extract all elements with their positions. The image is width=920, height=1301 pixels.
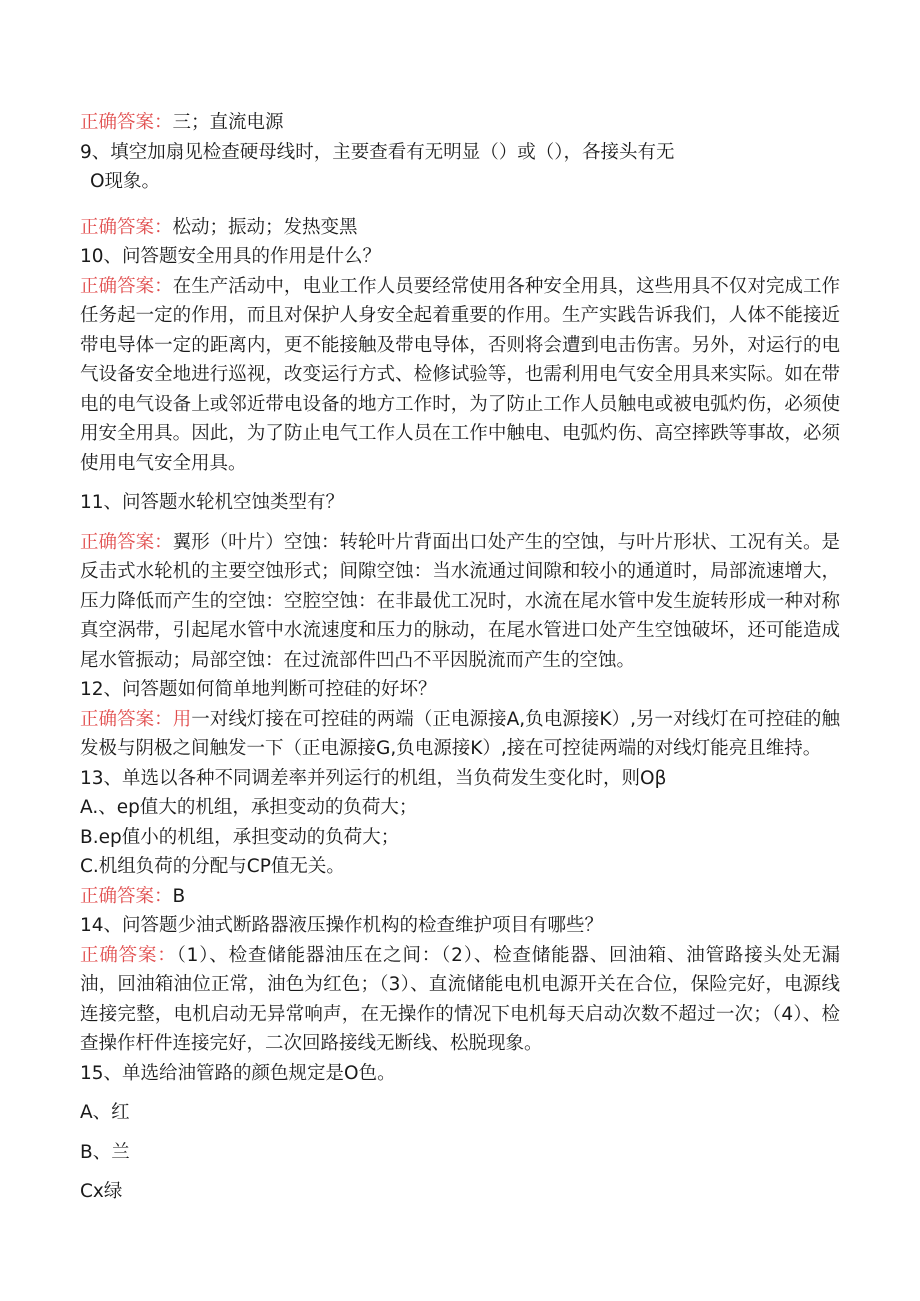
option-q13-c: C.机组负荷的分配与CP值无关。 bbox=[80, 856, 345, 877]
answer-text: B bbox=[172, 885, 186, 907]
answer-text: （1）、检查储能器油压在之间：（2）、检查储能器、回油箱、油管路接头处无漏油，回油箱油位正常，油色为红色；（3）、直流储能电机电源开关在合位，保险完好，电源线连接完整，电机启动无异常响声，在无操作的情况下电机每天启动次数不超过一次；（4）、检查操作杆件连接完好，二次回路接线无断线、松脱现象。 bbox=[80, 944, 840, 1054]
answer-label: 正确答案： bbox=[80, 531, 173, 553]
question-q9-line1: 9、填空加扇见检查硬母线时，主要查看有无明显（）或（），各接头有无 bbox=[80, 141, 675, 163]
answer-text: 在生产活动中，电业工作人员要经常使用各种安全用具，这些用具不仅对完成工作任务起一定的作用，而且对保护人身安全起着重要的作用。生产实践告诉我们，人体不能接近带电导体一定的距离内，更不能接触及带电导体，否则将会遭到电击伤害。另外，对运行的电气设备安全地进行巡视，改变运行方式、检修试验等，也需利用电气安全用具来实际。如在带电的电气设备上或邻近带电设备的地方工作时，为了防止工作人员触电或被电弧灼伤，必须使用安全用具。因此，为了防止电气工作人员在工作中触电、电弧灼伤、高空摔跌等事故，必须使用电气安全用具。 bbox=[80, 275, 840, 474]
answer-label: 正确答案： bbox=[80, 708, 173, 730]
answer-row-q9 bbox=[80, 213, 840, 243]
question-q13: 13、单选以各种不同调差率并列运行的机组，当负荷发生变化时，则Oβ bbox=[80, 767, 667, 789]
option-q13-a: A.、ep值大的机组，承担变动的负荷大； bbox=[80, 797, 418, 818]
answer-text: 松动；振动；发热变黑 bbox=[172, 216, 358, 238]
option-q15-a: A、红 bbox=[80, 1102, 130, 1123]
answer-row-q13 bbox=[80, 882, 840, 912]
option-q15-b: B、兰 bbox=[80, 1141, 130, 1163]
answer-label: 正确答案： bbox=[80, 112, 173, 133]
question-q14: 14、问答题少油式断路器液压操作机构的检查维护项目有哪些？ bbox=[80, 915, 604, 936]
option-q13-b: B.ep值小的机组，承担变动的负荷大； bbox=[80, 826, 400, 848]
answer-row-q11 bbox=[80, 528, 840, 676]
question-q11: 11、问答题水轮机空蚀类型有？ bbox=[80, 492, 345, 513]
answer-text: 三；直流电源 bbox=[172, 112, 284, 133]
question-q15: 15、单选给油管路的颜色规定是O色。 bbox=[80, 1062, 396, 1084]
answer-label: 正确答案： bbox=[80, 944, 177, 966]
answer-text-highlight: 用 bbox=[172, 708, 192, 730]
answer-row-q10 bbox=[80, 272, 840, 479]
option-q15-c: Cx绿 bbox=[80, 1181, 123, 1202]
question-q9-line2: O现象。 bbox=[90, 171, 161, 192]
answer-text: 一对线灯接在可控硅的两端（正电源接A,负电源接K）,另一对线灯在可控硅的触发极与阴极之间触发一下（正电源接G,负电源接K）,接在可控徒两端的对线灯能亮且维持。 bbox=[80, 708, 840, 759]
answer-row-q8 bbox=[80, 108, 840, 138]
answer-label: 正确答案： bbox=[80, 275, 173, 297]
answer-label: 正确答案： bbox=[80, 216, 173, 238]
question-q12: 12、问答题如何简单地判断可控硅的好坏？ bbox=[80, 679, 437, 700]
answer-label: 正确答案： bbox=[80, 885, 173, 907]
document-page bbox=[80, 108, 840, 1207]
question-q10: 10、问答题安全用具的作用是什么？ bbox=[80, 246, 382, 267]
answer-text: 翼形（叶片）空蚀：转轮叶片背面出口处产生的空蚀，与叶片形状、工况有关。是反击式水轮机的主要空蚀形式；间隙空蚀：当水流通过间隙和较小的通道时，局部流速增大，压力降低而产生的空蚀：空腔空蚀：在非最优工况时，水流在尾水管中发生旋转形成一种对称真空涡带，引起尾水管中水流速度和压力的脉动，在尾水管进口处产生空蚀破坏，还可能造成尾水管振动；局部空蚀：在过流部件凹凸不平因脱流而产生的空蚀。 bbox=[80, 531, 840, 671]
answer-row-q14 bbox=[80, 941, 840, 1059]
answer-row-q12 bbox=[80, 705, 840, 764]
